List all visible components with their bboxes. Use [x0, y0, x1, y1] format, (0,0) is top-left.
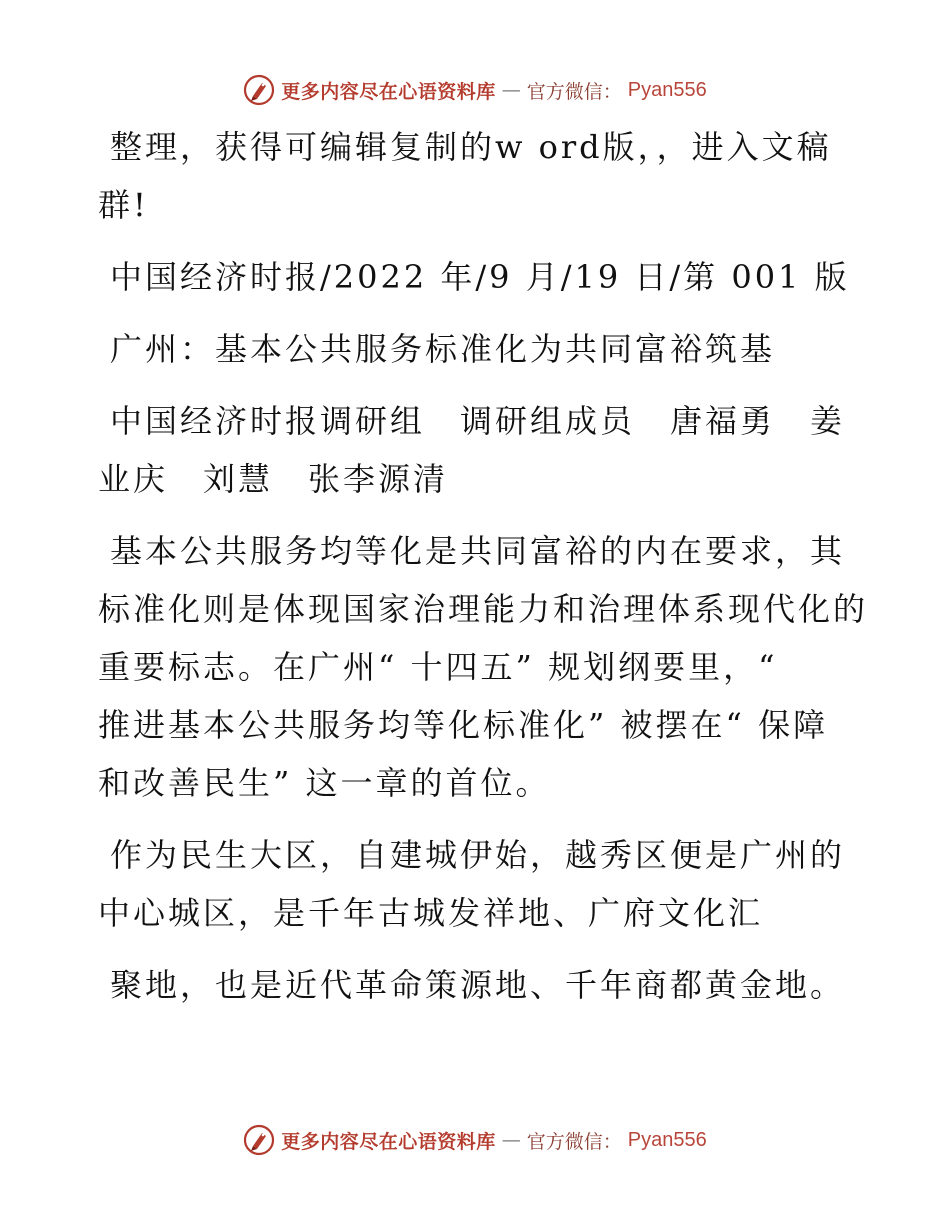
- body-paragraph: [98, 522, 869, 812]
- banner-wechat-id: Pyan556: [627, 1128, 707, 1151]
- text-line: 中国经济时报调研组 调研组成员 唐福勇 姜: [110, 402, 846, 440]
- text-line: 整理，获得可编辑复制的w ord版，，进入文稿: [110, 128, 832, 166]
- text-line: 广州：基本公共服务标准化为共同富裕筑基: [110, 330, 776, 368]
- text-line: 群!: [98, 186, 149, 224]
- fountain-pen-logo-icon: [243, 74, 275, 106]
- footer-watermark-banner: [0, 1120, 950, 1160]
- text-line: 中国经济时报/2022 年/9 月/19 日/第 001 版: [110, 258, 850, 296]
- intro-paragraph: [98, 118, 858, 234]
- document-body: [98, 118, 869, 1014]
- text-line: 中心城区，是千年古城发祥地、广府文化汇: [98, 894, 764, 932]
- banner-wechat-label: 官方微信：: [526, 80, 622, 103]
- fountain-pen-logo-icon: [243, 1124, 275, 1156]
- text-line: 基本公共服务均等化是共同富裕的内在要求，其: [110, 532, 846, 570]
- text-line: 标准化则是体现国家治理能力和治理体系现代化的: [98, 590, 869, 628]
- author-line: [98, 392, 858, 508]
- banner-title: 更多内容尽在心语资料库: [281, 1130, 496, 1153]
- text-line: 业庆 刘慧 张李源清: [98, 460, 449, 498]
- text-line: 推进基本公共服务均等化标准化” 被摆在“ 保障: [98, 706, 829, 744]
- banner-wechat-label: 官方微信：: [526, 1130, 622, 1153]
- text-line: 重要标志。在广州“ 十四五” 规划纲要里，“: [98, 648, 778, 686]
- text-line: 聚地，也是近代革命策源地、千年商都黄金地。: [110, 966, 846, 1004]
- body-paragraph: [98, 956, 858, 1014]
- text-line: 和改善民生” 这一章的首位。: [98, 764, 551, 802]
- header-watermark-banner: [0, 70, 950, 110]
- text-line: 作为民生大区，自建城伊始，越秀区便是广州的: [110, 836, 846, 874]
- source-line: [98, 248, 858, 306]
- banner-separator: —: [501, 79, 521, 101]
- article-title: [98, 320, 858, 378]
- body-paragraph: [98, 826, 858, 942]
- banner-title: 更多内容尽在心语资料库: [281, 80, 496, 103]
- banner-wechat-id: Pyan556: [627, 78, 707, 101]
- banner-separator: —: [501, 1129, 521, 1151]
